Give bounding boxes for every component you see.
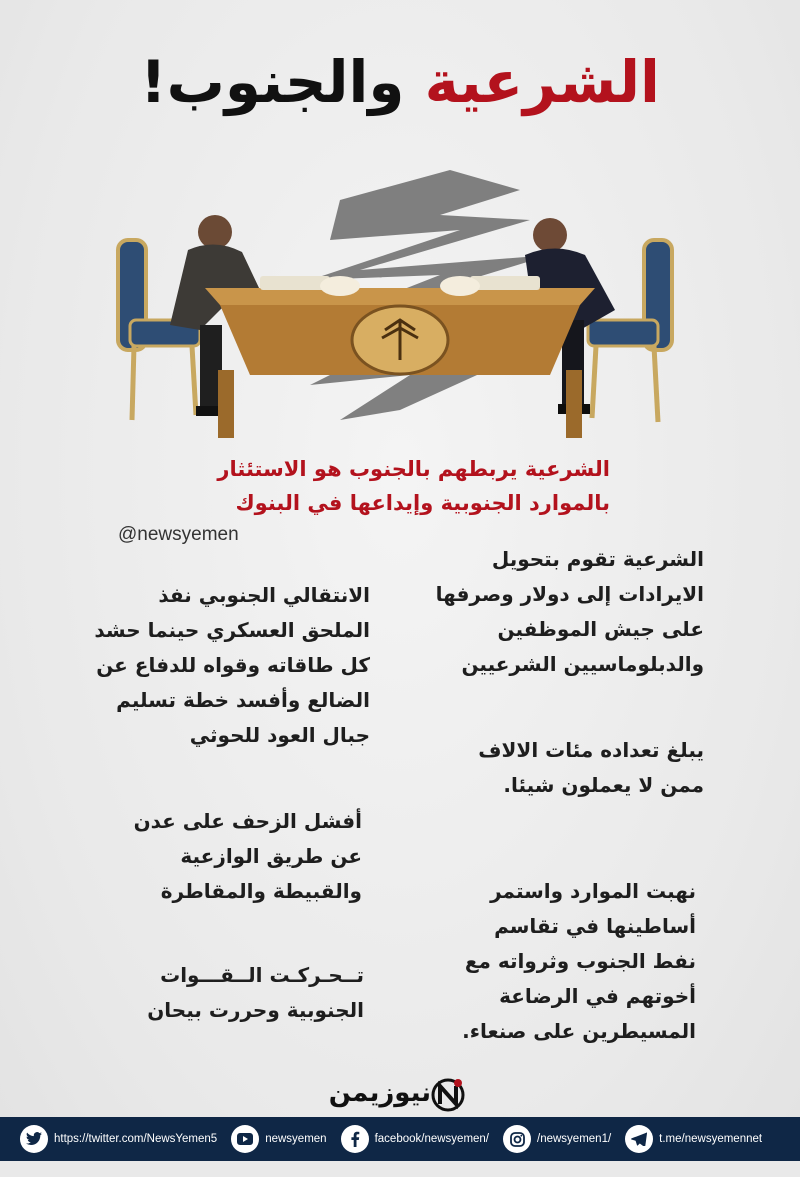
footer-social-bar bbox=[0, 1117, 800, 1161]
footer-youtube[interactable] bbox=[231, 1125, 326, 1153]
text-line: والقبيطة والمقاطرة bbox=[160, 879, 362, 903]
text-line: المسيطرين على صنعاء. bbox=[462, 1019, 696, 1043]
telegram-link-text: t.me/newsyemennet bbox=[659, 1133, 763, 1145]
telegram-icon bbox=[625, 1125, 653, 1153]
text-line: الانتقالي الجنوبي نفذ bbox=[158, 583, 370, 607]
text-line: يبلغ تعداده مئات الالاف bbox=[478, 738, 704, 762]
left-block-2 bbox=[134, 804, 362, 909]
caption-line: بالموارد الجنوبية وإيداعها في البنوك bbox=[235, 491, 610, 515]
text-line: ممن لا يعملون شيئا. bbox=[503, 773, 704, 797]
text-line: الايرادات إلى دولار وصرفها bbox=[435, 582, 704, 606]
logo-text: نيوزيمن bbox=[328, 1078, 431, 1108]
text-line: أساطينها في تقاسم bbox=[494, 914, 696, 938]
right-block-2 bbox=[478, 733, 704, 803]
text-line: أفشل الزحف على عدن bbox=[133, 809, 362, 833]
newsyemen-logo-icon bbox=[431, 1076, 465, 1114]
text-line: جبال العود للحوثي bbox=[189, 723, 370, 747]
title-black-part: والجنوب! bbox=[140, 48, 405, 116]
youtube-icon bbox=[231, 1125, 259, 1153]
text-line: الجنوبية وحررت بيحان bbox=[147, 998, 364, 1022]
right-chair bbox=[588, 240, 672, 422]
right-block-1 bbox=[436, 542, 704, 682]
text-line: الملحق العسكري حينما حشد bbox=[94, 618, 370, 642]
title-red-part: الشرعية bbox=[424, 48, 660, 116]
text-line: الشرعية تقوم بتحويل bbox=[491, 547, 704, 571]
twitter-link-text: https://twitter.com/NewsYemen5 bbox=[54, 1133, 218, 1145]
newsyemen-logo bbox=[320, 1076, 465, 1120]
text-line: أخوتهم في الرضاعة bbox=[499, 984, 696, 1008]
ornate-table bbox=[205, 276, 595, 438]
text-line: والدبلوماسيين الشرعيين bbox=[461, 652, 704, 676]
signing-scene-illustration bbox=[110, 160, 690, 450]
social-handle: @newsyemen bbox=[118, 524, 239, 545]
caption-line: الشرعية يربطهم بالجنوب هو الاستئثار bbox=[217, 457, 610, 481]
left-block-1 bbox=[94, 578, 370, 753]
twitter-icon bbox=[20, 1125, 48, 1153]
footer-instagram[interactable] bbox=[503, 1125, 611, 1153]
text-line: الضالع وأفسد خطة تسليم bbox=[116, 688, 370, 712]
left-block-3 bbox=[147, 958, 364, 1028]
footer-twitter[interactable] bbox=[20, 1125, 217, 1153]
instagram-icon bbox=[503, 1125, 531, 1153]
text-line: تــحـركـت الــقـــوات bbox=[160, 963, 364, 987]
text-line: كل طاقاته وقواه للدفاع عن bbox=[96, 653, 370, 677]
text-line: على جيش الموظفين bbox=[497, 617, 704, 641]
text-line: نفط الجنوب وثرواته مع bbox=[464, 949, 696, 973]
footer-telegram[interactable] bbox=[625, 1125, 762, 1153]
text-line: عن طريق الوازعية bbox=[180, 844, 362, 868]
facebook-link-text: facebook/newsyemen/ bbox=[374, 1133, 490, 1145]
bottom-strip bbox=[0, 1161, 800, 1177]
right-block-3 bbox=[462, 874, 696, 1049]
red-caption bbox=[190, 452, 610, 520]
facebook-icon bbox=[341, 1125, 369, 1153]
youtube-link-text: newsyemen bbox=[265, 1133, 327, 1145]
footer-facebook[interactable] bbox=[341, 1125, 489, 1153]
page-title bbox=[0, 42, 800, 122]
instagram-link-text: /newsyemen1/ bbox=[537, 1133, 612, 1145]
text-line: نهبت الموارد واستمر bbox=[490, 879, 696, 903]
